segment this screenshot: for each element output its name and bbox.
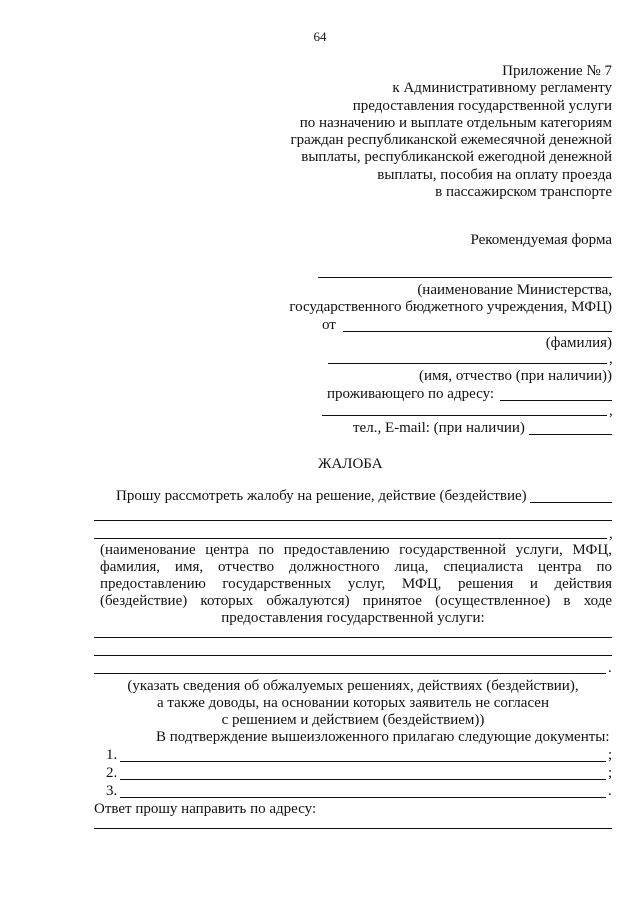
name-hint: (имя, отчество (при наличии)) [418,368,612,384]
blank-line [94,655,612,656]
comma: , [609,403,613,419]
appendix-line: выплаты, республиканской ежегодной денежной [301,149,612,165]
explanation-line: фамилия, имя, отчество должностного лица, специалиста центра по [100,559,612,575]
explanation-line: (наименование центра по предоставлению государственной услуги, МФЦ, [100,542,612,558]
recommended-form-label: Рекомендуемая форма [470,232,612,248]
appendix-line: по назначению и выплате отдельным категориям [299,115,612,131]
from-label: от [322,317,336,333]
surname-line [343,331,612,332]
appendix-line: предоставления государственной услуги [352,98,612,114]
period: . [608,660,612,676]
name-line [328,363,607,364]
ministry-hint: (наименование Министерства, [417,282,612,298]
address-line-2 [322,415,607,416]
attachment-number: 1. [106,747,118,763]
reply-address-label: Ответ прошу направить по адресу: [94,801,317,817]
details-line: с решением и действием (бездействием)) [221,712,485,728]
appendix-line: Приложение № 7 [502,63,612,79]
page-number: 64 [313,29,327,44]
attachment-number: 2. [106,765,118,781]
blank-line [94,538,607,539]
explanation-line: предоставления государственной услуги: [221,610,485,626]
comma: , [609,526,613,542]
details-line: а также доводы, на основании которых заявитель не согласен [157,695,549,711]
document-title: ЖАЛОБА [318,456,383,472]
phone-email-line [529,434,612,435]
attachment-line [120,779,606,780]
blank-line [94,637,612,638]
request-line [530,502,612,503]
blank-line [94,673,606,674]
ministry-hint: государственного бюджетного учреждения, МФЦ) [289,299,612,315]
attachment-end: ; [608,747,613,763]
reply-address-line [94,828,612,829]
appendix-line: к Административному регламенту [392,80,612,96]
phone-email-label: тел., E-mail: (при наличии) [353,420,525,436]
appendix-line: в пассажирском транспорте [435,184,612,200]
explanation-line: (бездействие) которых обжалуются) принятое (осуществленное) в ходе [100,593,612,609]
surname-hint: (фамилия) [545,335,612,351]
attachments-intro: В подтверждение вышеизложенного прилагаю следующие документы: [156,729,610,745]
address-line [500,400,612,401]
explanation-line: предоставлению государственных услуг, МФЦ, решения и действия [100,576,612,592]
address-label: проживающего по адресу: [327,386,495,402]
comma: , [609,351,613,367]
attachment-number: 3. [106,783,118,799]
attachment-end: . [608,783,612,799]
appendix-line: граждан республиканской ежемесячной денежной [290,132,612,148]
attachment-end: ; [608,765,613,781]
attachment-line [120,761,606,762]
attachment-line [120,797,606,798]
request-text: Прошу рассмотреть жалобу на решение, действие (бездействие) [116,488,527,504]
appendix-line: выплаты, пособия на оплату проезда [377,167,612,183]
details-line: (указать сведения об обжалуемых решениях, действиях (бездействии), [127,678,579,694]
ministry-name-line [318,277,612,278]
blank-line [94,520,612,521]
